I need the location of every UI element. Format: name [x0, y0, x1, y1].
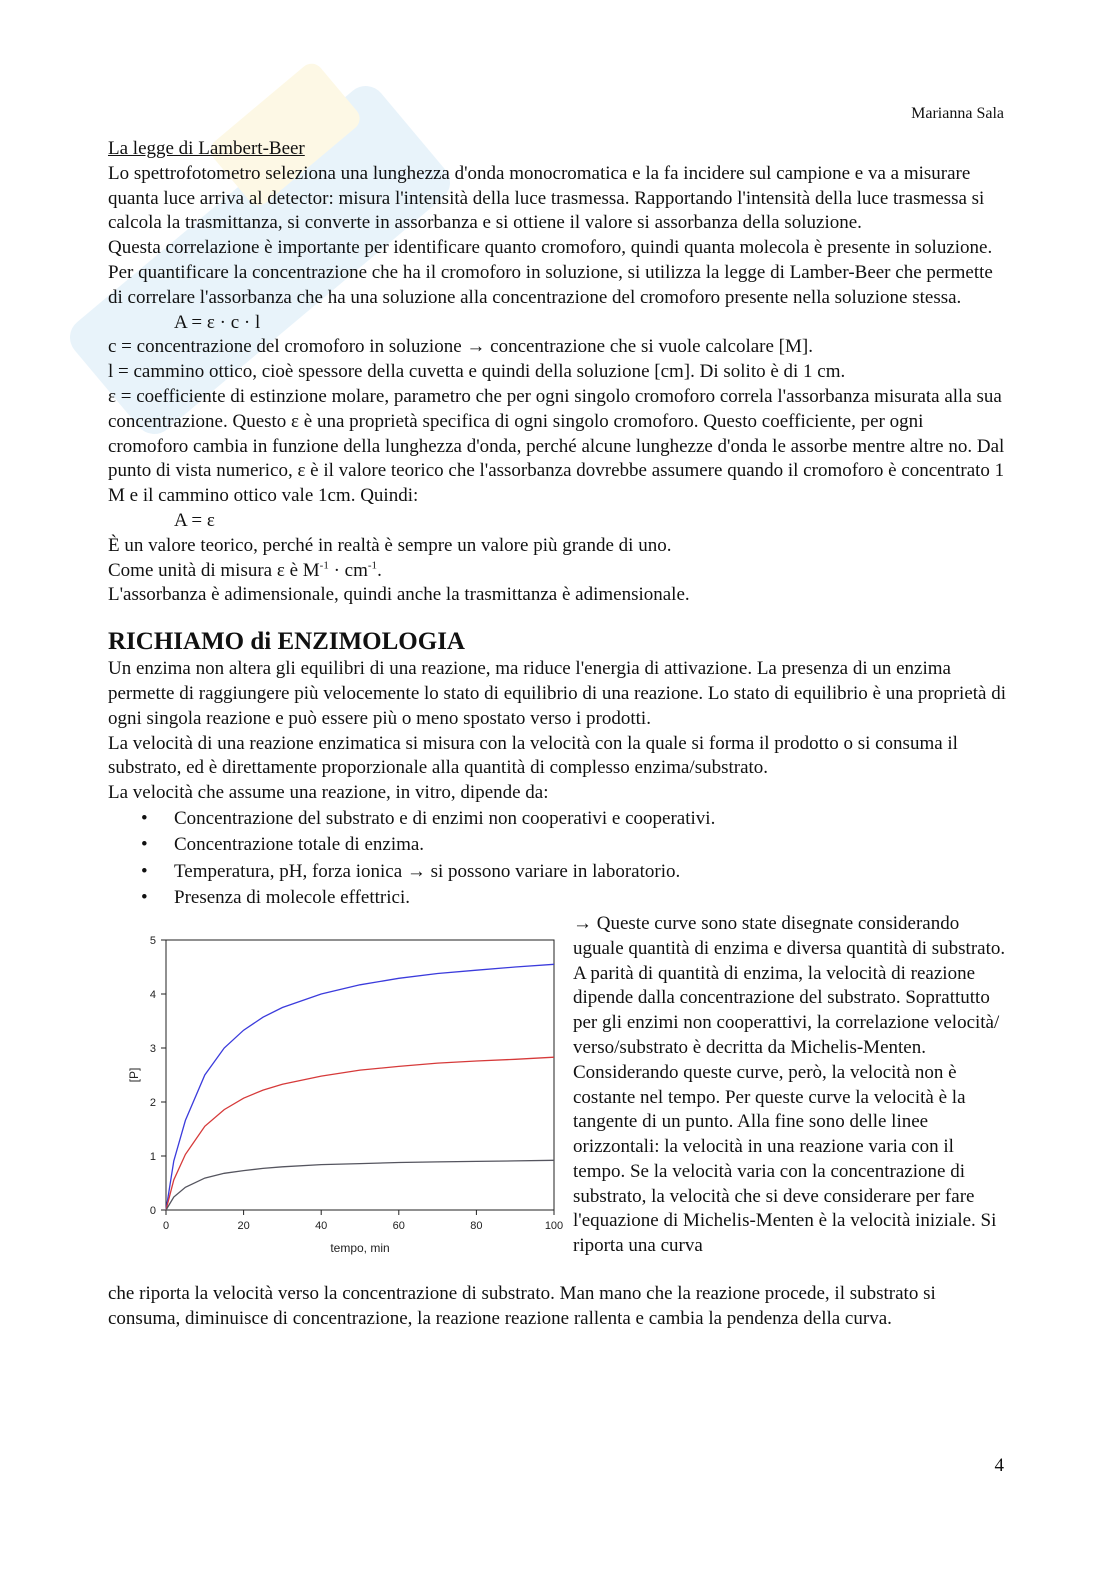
paragraph: Un enzima non altera gli equilibri di una reazione, ma riduce l'energia di attivazione. La presenza di un enzima permette di raggiungere più velocemente lo stato di equilibrio di una reazione. Lo stato di equilibrio è una proprietà di ogni singola reazione e può essere più o meno spostato verso i prodotti. — [108, 658, 1006, 729]
paragraph: che riporta la velocità verso la concentrazione di substrato. Man mano che la reazione procede, il substrato si consuma, diminuisce di concentrazione, la reazione reazione rallenta e cambia la pendenza della curva. — [108, 1282, 936, 1329]
paragraph: L'assorbanza è adimensionale, quindi anche la trasmittanza è adimensionale. — [108, 584, 690, 606]
y-tick-label: 3 — [149, 1042, 156, 1055]
bullet: • — [141, 807, 148, 829]
page-content — [108, 137, 1008, 1332]
x-tick-label: 100 — [544, 1219, 564, 1232]
paragraph: È un valore teorico, perché in realtà è sempre un valore più grande di uno. — [108, 534, 672, 556]
x-tick-label: 60 — [392, 1219, 405, 1232]
header-author: Marianna Sala — [911, 105, 1004, 122]
unit-exponent: -1 — [367, 559, 378, 572]
series-line-grigio — [166, 1160, 554, 1210]
unit-suffix: . — [377, 559, 382, 581]
definition-c: c = concentrazione del cromoforo in soluzione → concentrazione che si vuole calcolare [M]. — [108, 336, 813, 358]
series-line-rosso — [166, 1057, 554, 1210]
x-tick-label: 20 — [237, 1219, 250, 1232]
y-axis-label: [P] — [127, 1067, 141, 1083]
chart-description: → Queste curve sono state disegnate considerando uguale quantità di enzima e diversa quantità di substrato. A parità di quantità di enzima, la velocità di reazione dipende dalla concentrazione del substrato. Soprattutto per gli enzimi non cooperattivi, la correlazione velocità/ verso/substrato è decritta da Michelis-Menten. Considerando queste curve, però, la velocità non è costante nel tempo. Per queste curve la velocità è la tangente di un punto. Alla fine sono delle linee orizzontali: la velocità in una reazione varia con il tempo. Se la velocità varia con la concentrazione di substrato, la velocità che si deve considerare per fare l'equazione di Michelis-Menten è la velocità iniziale. Si riporta una curva — [573, 912, 1006, 1257]
list-item: • Concentrazione totale di enzima. — [108, 832, 1008, 859]
formula-a-equals-epsilon: A = ε — [174, 509, 215, 531]
section-title-lambert-beer: La legge di Lambert-Beer — [108, 138, 305, 159]
paragraph: Lo spettrofotometro seleziona una lunghezza d'onda monocromatica e la fa incidere sul campione e va a misurare quanta luce arriva al detector: misura l'intensità della luce trasmessa. Rapportando l'intensità della luce trasmessa si calcola la trasmittanza, si converte in assorbanza e si ottiene il valore si assorbanza della soluzione. — [108, 162, 985, 234]
list-item: • Concentrazione del substrato e di enzimi non cooperativi e cooperativi. — [108, 806, 1008, 833]
product-time-chart — [108, 912, 573, 1282]
paragraph: La velocità che assume una reazione, in vitro, dipende da: — [108, 782, 549, 804]
bullet: • — [141, 860, 148, 882]
figure-row — [108, 912, 1008, 1282]
unit-of-measure — [108, 559, 1008, 584]
unit-prefix: Come unità di misura ε è M — [108, 559, 320, 581]
formula-lambert-beer: A = ε · c · l — [174, 311, 261, 333]
list-item: • Presenza di molecole effettrici. — [108, 885, 1008, 912]
y-tick-label: 4 — [149, 988, 156, 1001]
section-title-enzimologia: RICHIAMO di ENZIMOLOGIA — [108, 628, 465, 656]
x-tick-label: 40 — [315, 1219, 328, 1232]
x-axis-label: tempo, min — [330, 1240, 390, 1255]
paragraph: Questa correlazione è importante per identificare quanto cromoforo, quindi quanta molecola è presente in soluzione. Per quantificare la concentrazione che ha il cromoforo in soluzione, si utilizza la legge di Lamber-Beer che permette di correlare l'assorbanza che ha una soluzione alla concentrazione del cromoforo presente nella soluzione stessa. — [108, 237, 993, 308]
definition-epsilon: ε = coefficiente di estinzione molare, parametro che per ogni singolo cromoforo correla l'assorbanza misurata alla sua concentrazione. Questo ε è una proprietà specifica di ogni singolo cromoforo. Questo coefficiente, per ogni cromoforo cambia in funzione della lunghezza d'onda, perché alcune lunghezze d'onda le assorbe mentre altre no. Dal punto di vista numerico, ε è il valore teorico che l'assorbanza dovrebbe assumere quando il cromoforo è concentrato 1 M e il cammino ottico vale 1cm. Quindi: — [108, 385, 1005, 507]
factors-list — [108, 806, 1008, 912]
page-number: 4 — [994, 1455, 1004, 1476]
bullet: • — [141, 887, 148, 909]
y-tick-label: 0 — [149, 1204, 156, 1217]
y-tick-label: 1 — [149, 1150, 156, 1163]
paragraph: La velocità di una reazione enzimatica si misura con la velocità con la quale si forma il prodotto o si consuma il substrato, ed è direttamente proporzionale alla quantità di complesso enzima/substrato. — [108, 732, 958, 779]
unit-exponent: -1 — [319, 559, 329, 572]
list-item: • Temperatura, pH, forza ionica → si possono variare in laboratorio. — [108, 859, 1008, 886]
bullet: • — [141, 834, 148, 856]
definition-l: l = cammino ottico, cioè spessore della cuvetta e quindi della soluzione [cm]. Di solito è di 1 cm. — [108, 361, 846, 383]
y-tick-label: 2 — [149, 1096, 156, 1109]
x-tick-label: 80 — [470, 1219, 483, 1232]
x-tick-label: 0 — [162, 1219, 170, 1232]
plot-frame — [166, 940, 554, 1210]
chart-svg — [108, 912, 573, 1282]
y-tick-label: 5 — [149, 934, 156, 947]
unit-mid: · cm — [328, 559, 368, 581]
